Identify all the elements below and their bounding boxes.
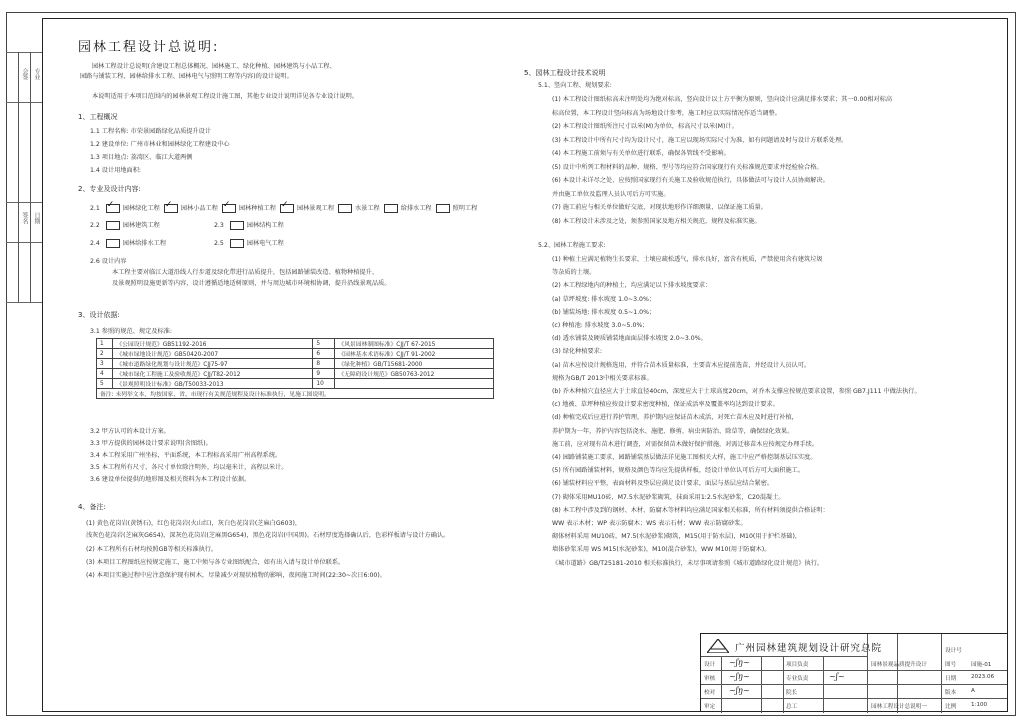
checkbox[interactable] bbox=[106, 239, 120, 248]
sec5-item: (3) 本工程设计中所有尺寸均为设计尺寸，施工应以现场实际尺寸为准，如有问题请及时与设计方联系处理。 bbox=[552, 136, 848, 144]
checkbox[interactable] bbox=[222, 204, 236, 213]
sec5-item: (c) 种植池: 排水坡度 3.0~5.0%； bbox=[552, 322, 649, 329]
sec2-row-2b bbox=[214, 220, 284, 230]
checkbox[interactable] bbox=[230, 239, 244, 248]
tb-label: 总工 bbox=[786, 704, 798, 710]
tb-label: 设计 bbox=[704, 662, 716, 668]
tb-meta-value: 2023.06 bbox=[971, 674, 995, 680]
section-1-heading: 1、工程概况 bbox=[78, 113, 118, 121]
side-label-date: 日期 bbox=[33, 212, 40, 224]
sec2-row-label: 2.3 bbox=[214, 222, 224, 229]
sec3-item: 3.6 建设单位提供的地形图及相关资料为本工程设计依据。 bbox=[90, 476, 251, 483]
table-cell bbox=[335, 379, 494, 389]
checkbox[interactable] bbox=[436, 204, 450, 213]
company-logo-icon bbox=[707, 639, 729, 653]
sec2-sub-heading: 2.6 设计内容 bbox=[90, 258, 127, 265]
tb-meta-value: 园施-01 bbox=[971, 662, 992, 668]
checkbox[interactable] bbox=[280, 204, 294, 213]
company-name: 广州园林建筑规划设计研究总院 bbox=[735, 643, 883, 654]
sec5-item: (4) 本工程施工前须与有关单位进行联系，确保各管线不受影响。 bbox=[552, 150, 730, 157]
table-cell: 《城市道路绿化规划与设计规范》CJJ75-97 bbox=[113, 359, 313, 369]
sec3-item: 3.3 甲方提供的园林设计要求说明(含图纸)。 bbox=[90, 440, 212, 447]
sec5-item: (2) 本工程绿地内的种植土，均应满足以下排水坡度要求： bbox=[552, 282, 712, 290]
sec5-item: 《城市道路》GB/T25181-2010 相关标准执行，未尽事项请参照《城市道路绿化设计规范》执行。 bbox=[552, 559, 824, 567]
side-label-name: 签名 bbox=[21, 212, 28, 224]
sec5-item: (1) 种植土应满足植物生长要求，土壤应疏松透气，排水良好，富含有机质，严禁使用含有建筑垃圾 bbox=[552, 256, 823, 263]
signature: ~ʃŋ~ bbox=[729, 686, 750, 695]
checkbox[interactable] bbox=[338, 204, 352, 213]
sec5-item: (6) 本设计未详尽之处，应按照国家现行有关施工及验收规范执行，具体做法可与设计人员协商解决。 bbox=[552, 177, 829, 184]
check-label: 园林绿化工程 bbox=[122, 205, 160, 212]
table-cell: 1 bbox=[97, 339, 113, 349]
sec5-item: (7) 施工前应与相关单位做好交底，对现状地形作详细测量，以保证施工质量。 bbox=[552, 204, 767, 211]
check-label: 园林景观工程 bbox=[296, 205, 335, 212]
intro-line-2: 园路与铺装工程、园林给排水工程、园林电气与照明工程等内容)的设计说明。 bbox=[80, 73, 293, 80]
sec5-item: (1) 本工程设计图纸标高未注明处均为绝对标高，竖向设计以土方平衡为原则，竖向设计应满足排水要求；其一0.00相对标高 bbox=[552, 96, 893, 103]
sec2-row-3 bbox=[90, 238, 166, 248]
table-cell: 6 bbox=[313, 349, 335, 359]
section-2-heading: 2、专业及设计内容: bbox=[78, 185, 141, 193]
sec2-row-2 bbox=[90, 220, 160, 230]
table-cell: 5 bbox=[97, 379, 113, 389]
table-row bbox=[97, 339, 494, 349]
sec5-item: (b) 铺装场地: 排水坡度 0.5~1.0%； bbox=[552, 308, 656, 316]
checkbox[interactable] bbox=[164, 204, 178, 213]
sec2-row-label: 2.2 bbox=[90, 222, 100, 229]
check-label: 水景工程 bbox=[355, 205, 380, 212]
intro-line-1: 园林工程设计总说明(含建设工程总体概况、园林施工、绿化种植、园林建筑与小品工程、 bbox=[92, 63, 336, 70]
sec4-item: (3) 本项目工程图纸应按规定施工，施工中须与各专业图纸配合，如有出入请与设计单位联系。 bbox=[86, 559, 345, 566]
sec5-item: (d) 种植完成后应进行养护管理，养护期内应保证苗木成活，对死亡苗木应及时进行补植， bbox=[552, 414, 798, 422]
sec1-item: 1.1 工程名称: 市荣景园路绿化品质提升设计 bbox=[90, 128, 212, 135]
sec5-item: (d) 透水铺装及硬质铺装地面面层排水坡度 2.0~3.0%。 bbox=[552, 335, 707, 343]
sec5-item: 砌体材料采用 MU10砖，M7.5(水泥砂浆)砌筑，M15(用于防水层)，M10(用于护栏基础)， bbox=[552, 533, 802, 541]
table-row bbox=[97, 369, 494, 379]
table-cell: 3 bbox=[97, 359, 113, 369]
sec5-item: (5) 设计中所列工程材料的品种、规格、型号等均应符合国家现行有关标准规范要求并经检验合格。 bbox=[552, 163, 823, 171]
sec5-item: (4) 园路铺装施工要求，园路铺装基层做法详见施工图相关大样，施工中应严格控制基层压实度。 bbox=[552, 454, 817, 461]
check-label: 园林建筑工程 bbox=[122, 222, 160, 229]
table-row bbox=[97, 359, 494, 369]
tb-meta-label: 设计号 bbox=[945, 648, 962, 654]
standards-table bbox=[96, 338, 494, 399]
signature: ~ʃ~ bbox=[829, 672, 845, 681]
section-3-heading: 3、设计依据: bbox=[78, 311, 120, 319]
check-label: 园林给排水工程 bbox=[122, 240, 167, 247]
table-cell: 5 bbox=[313, 339, 335, 349]
page-title: 园林工程设计总说明: bbox=[78, 40, 220, 55]
tb-meta-label: 版本 bbox=[945, 690, 957, 696]
tb-label: 专业负责 bbox=[786, 676, 809, 682]
sec2-row-label: 2.4 bbox=[90, 240, 100, 247]
sec1-item: 1.4 设计用地面积: bbox=[90, 167, 142, 174]
table-row bbox=[97, 379, 494, 389]
sec5-item: (3) 绿化种植要求: bbox=[552, 348, 602, 356]
sec5-item: (8) 本工程设计未涉及之处，须参照国家及地方相关规范，规程及标准实施。 bbox=[552, 217, 761, 225]
checkbox[interactable] bbox=[384, 204, 398, 213]
sec5-item: 墙体砂浆采用 WS M15(水泥砂浆)，M10(混合砂浆)，WW M10(用于防腐木)。 bbox=[552, 546, 771, 554]
checkbox[interactable] bbox=[106, 221, 120, 230]
sec5-item: (a) 苗木应按设计规格选用，并符合苗木质量标准，主要苗木应提前选苗，并经设计人员认可。 bbox=[552, 361, 811, 369]
side-label-sign: 会签 bbox=[21, 68, 28, 80]
sec3-item: 3.2 甲方认可的本设计方案。 bbox=[90, 428, 170, 435]
table-note: 备注: 未列举文本，均按国家、省、市现行有关规范规程及设计标准执行，见施工图说明。 bbox=[97, 389, 494, 399]
sec2-sub-text: 及景观照明设施更新等内容，设计遵循适地适树原则，并与周边城市环境相协调，提升沿线景观品质。 bbox=[112, 280, 391, 287]
tb-label: 审核 bbox=[704, 676, 716, 682]
check-label: 照明工程 bbox=[452, 205, 478, 212]
check-label: 园林电气工程 bbox=[246, 240, 284, 247]
table-cell: 《城市绿地设计规范》GB50420-2007 bbox=[113, 349, 313, 359]
table-cell: 8 bbox=[313, 359, 335, 369]
check-label: 园林结构工程 bbox=[246, 222, 284, 229]
tb-meta-value: 1:100 bbox=[971, 702, 988, 708]
sec4-item: (2) 本工程所有石材均按照GB等相关标准执行。 bbox=[86, 546, 218, 553]
sec5-item: (2) 本工程设计图纸所注尺寸以米(M)为单位，标高尺寸以米(M)计。 bbox=[552, 123, 738, 130]
table-cell: 4 bbox=[97, 369, 113, 379]
sec1-item: 1.2 建设单位: 广州市林业和园林绿化工程建设中心 bbox=[90, 141, 230, 148]
sec5-item: (7) 砌体采用MU10砖，M7.5水泥砂浆砌筑，抹面采用1:2.5水泥砂浆，C20混凝土。 bbox=[552, 493, 785, 501]
sec5-item: (c) 地被、草坪种植应按设计要求密度种植，保证成活率及覆盖率均达到设计要求。 bbox=[552, 401, 779, 409]
tb-meta-label: 日期 bbox=[945, 676, 957, 682]
sec2-row-label: 2.5 bbox=[214, 240, 224, 247]
check-label: 园林小品工程 bbox=[180, 205, 218, 212]
section-4-heading: 4、备注: bbox=[78, 503, 106, 511]
table-cell: 10 bbox=[313, 379, 335, 389]
tb-meta-value: A bbox=[971, 688, 975, 694]
sec5-item: (6) 铺装材料应平整，表面材料及垫层应满足设计要求，面层与基层应结合紧密。 bbox=[552, 480, 774, 488]
sec4-item: (1) 黄色花岗岩(黄锈石)，红色花岗岩(火山红)，灰白色花岗岩(芝麻白G603)， bbox=[86, 520, 302, 527]
sec5-item: 施工前，应对现有苗木进行调查，对需保留苗木做好保护措施，对需迁移苗木应按规定办理手续。 bbox=[552, 440, 819, 448]
signature: ~ʃŋ~ bbox=[729, 672, 750, 681]
sec5-item: (b) 乔木种植穴直径应大于土球直径40cm，深度应大于土球高度20cm，对乔木支撑应按规范要求设置，参照 GB7.J111 中做法执行。 bbox=[552, 388, 921, 395]
side-label-discipline: 专业 bbox=[33, 68, 40, 80]
sec5-item: WW 表示木材；WP 表示防腐木；WS 表示石材；WW 表示防腐砂浆。 bbox=[552, 520, 747, 527]
sheet-name: 园林工程设计总说明一 bbox=[871, 704, 927, 710]
sec3-item: 3.5 本工程所有尺寸、各尺寸单位除注明外，均以毫米计，高程以米计。 bbox=[90, 464, 288, 471]
table-cell: 《城市绿化工程施工及验收规范》CJJ/T82-2012 bbox=[113, 369, 313, 379]
sec1-item: 1.3 项目地点: 荔湾区，临江大道两侧 bbox=[90, 154, 193, 161]
table-cell: 《景观照明设计标准》GB/T50033-2013 bbox=[113, 379, 313, 389]
sec5-item: (a) 草坪坡度: 排水坡度 1.0~3.0%； bbox=[552, 295, 656, 303]
tb-label: 审定 bbox=[704, 704, 716, 710]
tb-meta-label: 比例 bbox=[945, 704, 957, 710]
table-cell: 2 bbox=[97, 349, 113, 359]
check-label: 给排水工程 bbox=[400, 205, 432, 212]
table-cell: 《风景园林制图标准》CJJ/T 67-2015 bbox=[335, 339, 494, 349]
tb-label: 项目负责 bbox=[786, 662, 809, 668]
title-block bbox=[700, 633, 1008, 712]
table-cell: 9 bbox=[313, 369, 335, 379]
sec3-table-heading: 3.1 参照的规范、规定及标准: bbox=[90, 328, 172, 335]
sec2-row-3b bbox=[214, 238, 284, 248]
check-label: 园林种植工程 bbox=[238, 205, 276, 212]
sec5-item: 等杂质的土壤。 bbox=[552, 269, 596, 277]
sec5-item: 养护期为一年，养护内容包括浇水、施肥、修剪、病虫害防治、除草等，确保绿化效果。 bbox=[552, 427, 794, 435]
sec4-item: (4) 本项目实施过程中应注意保护现有树木，尽量减少对现状植物的影响，夜间施工时间(22:30~次日6:00)。 bbox=[86, 572, 386, 579]
table-cell: 《公园设计规范》GB51192-2016 bbox=[113, 339, 313, 349]
project-name: 园林景观品质提升设计 bbox=[871, 662, 927, 668]
table-cell: 《绿化种植》GB/T15681-2000 bbox=[335, 359, 494, 369]
sec2-row-label: 2.1 bbox=[90, 205, 100, 212]
table-cell: 《园林基本术语标准》CJJ/T 91-2002 bbox=[335, 349, 494, 359]
table-row bbox=[97, 389, 494, 399]
sec5-sub2: 5.2、园林工程施工要求: bbox=[538, 242, 606, 249]
tb-label: 院长 bbox=[786, 690, 798, 696]
sec3-item: 3.4 本工程采用广州坐标，平面系统，本工程标高采用广州高程系统。 bbox=[90, 452, 282, 459]
checkbox[interactable] bbox=[106, 204, 120, 213]
sec2-row-1 bbox=[90, 203, 477, 213]
table-cell: 《无障碍设计规范》GB50763-2012 bbox=[335, 369, 494, 379]
tb-meta-label: 图号 bbox=[945, 662, 957, 668]
sec5-sub1: 5.1、竖向工程、规划要求: bbox=[538, 82, 612, 89]
sec5-item: (8) 本工程中涉及到的钢材、木材、防腐木等材料均应满足国家相关标准，所有材料须提供合格证明： bbox=[552, 506, 829, 514]
sec4-item: 浅灰色花岗岩(芝麻灰G654)，深灰色花岗岩(芝麻黑G654)，黑色花岗岩(中国黑)。石材厚度选择确认后，色彩样板请与设计方确认。 bbox=[86, 532, 450, 539]
checkbox[interactable] bbox=[230, 221, 244, 230]
sec5-item: (5) 所有园路铺装材料，规格及颜色等均应先提供样板，经设计单位认可后方可大面积施工。 bbox=[552, 467, 805, 475]
binding-strip bbox=[6, 12, 42, 716]
section-5-heading: 5、园林工程设计技术说明 bbox=[524, 69, 606, 77]
table-row bbox=[97, 349, 494, 359]
tb-label: 校对 bbox=[704, 690, 716, 696]
sec2-sub-text: 本工程主要对临江大道沿线人行步道及绿化带进行品质提升，包括园路铺装改造、植物种植提升、 bbox=[112, 269, 379, 276]
sec5-item: 规格为GB/T 2013中相关要求标准。 bbox=[552, 374, 653, 382]
sec5-item: 并由施工单位及监理人员认可后方可实施。 bbox=[552, 190, 670, 198]
sec5-item: 标高位置，本工程设计竖向标高为场地设计参考，施工时应以实际情况作适当调整。 bbox=[552, 109, 781, 117]
intro-line-3: 本说明适用于本项目范围内的园林景观工程设计施工图，其他专业设计说明详见各专业设计说明。 bbox=[92, 93, 359, 100]
signature: ~ʃŋ~ bbox=[729, 658, 750, 667]
